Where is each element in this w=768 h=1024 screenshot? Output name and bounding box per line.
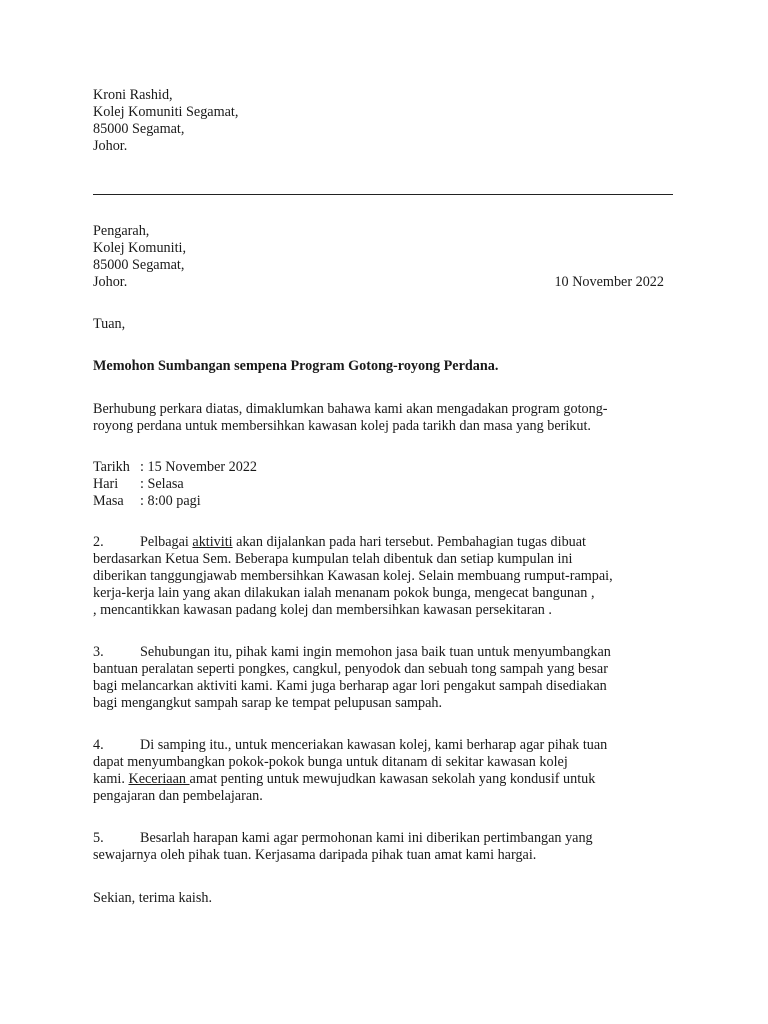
schedule-row-masa: [93, 493, 257, 510]
paragraph-text: Sehubungan itu, pihak kami ingin memohon jasa baik tuan untuk menyumbangkan: [140, 644, 611, 660]
closing-remark: Sekian, terima kaish.: [93, 890, 212, 906]
letter-date: 10 November 2022: [554, 274, 664, 290]
tarikh-label: Tarikh: [93, 459, 130, 475]
underlined-word: aktiviti: [192, 534, 233, 550]
sender-state: Johor.: [93, 138, 128, 154]
paragraph-text: kami.: [93, 771, 129, 787]
paragraph-4: [93, 737, 607, 805]
paragraph-number: 4.: [93, 737, 104, 753]
paragraph-line: bagi melancarkan aktiviti kami. Kami juga berharap agar lori pengakut sampah disediakan: [93, 678, 607, 694]
hari-value: : Selasa: [140, 476, 184, 492]
paragraph-text: Besarlah harapan kami agar permohonan kami ini diberikan pertimbangan yang: [140, 830, 593, 846]
paragraph-line: diberikan tanggungjawab membersihkan Kawasan kolej. Selain membuang rumput-rampai,: [93, 568, 613, 584]
paragraph-2: [93, 534, 613, 619]
schedule-row-hari: [93, 476, 257, 493]
paragraph-text: akan dijalankan pada hari tersebut. Pembahagian tugas dibuat: [232, 534, 586, 550]
recipient-postcode-city: 85000 Segamat,: [93, 257, 185, 273]
paragraph-5: [93, 830, 593, 864]
schedule-row-tarikh: [93, 459, 257, 476]
paragraph-line: [93, 534, 613, 551]
paragraph-line: bagi mengangkut sampah sarap ke tempat pelupusan sampah.: [93, 695, 443, 711]
schedule-details: [93, 459, 257, 510]
paragraph-number: 5.: [93, 830, 104, 846]
paragraph-line: [93, 737, 607, 754]
sender-postcode-city: 85000 Segamat,: [93, 121, 185, 137]
divider-line: [93, 194, 673, 195]
paragraph-line: [93, 771, 607, 788]
paragraph-text: Di samping itu., untuk menceriakan kawasan kolej, kami berharap agar pihak tuan: [140, 737, 608, 753]
paragraph-line: , mencantikkan kawasan padang kolej dan membersihkan kawasan persekitaran .: [93, 602, 552, 618]
intro-paragraph: [93, 401, 608, 435]
paragraph-text: amat penting untuk mewujudkan kawasan sekolah yang kondusif untuk: [189, 771, 596, 787]
paragraph-line: [93, 644, 611, 661]
intro-line: royong perdana untuk membersihkan kawasan kolej pada tarikh dan masa yang berikut.: [93, 418, 591, 434]
paragraph-line: sewajarnya oleh pihak tuan. Kerjasama daripada pihak tuan amat kami hargai.: [93, 847, 537, 863]
sender-name: Kroni Rashid,: [93, 87, 173, 103]
paragraph-line: bantuan peralatan seperti pongkes, cangkul, penyodok dan sebuah tong sampah yang besar: [93, 661, 608, 677]
recipient-address: [93, 223, 186, 291]
paragraph-line: berdasarkan Ketua Sem. Beberapa kumpulan telah dibentuk dan setiap kumpulan ini: [93, 551, 573, 567]
tarikh-value: : 15 November 2022: [140, 459, 258, 475]
paragraph-3: [93, 644, 611, 712]
recipient-org: Kolej Komuniti,: [93, 240, 187, 256]
paragraph-text: Pelbagai: [140, 534, 193, 550]
masa-label: Masa: [93, 493, 124, 509]
hari-label: Hari: [93, 476, 119, 492]
paragraph-number: 2.: [93, 534, 104, 550]
subject-line: Memohon Sumbangan sempena Program Gotong-royong Perdana.: [93, 358, 499, 374]
paragraph-line: dapat menyumbangkan pokok-pokok bunga untuk ditanam di sekitar kawasan kolej: [93, 754, 568, 770]
underlined-word: Keceriaan: [128, 771, 190, 787]
sender-address: [93, 87, 238, 155]
paragraph-line: [93, 830, 593, 847]
recipient-state: Johor.: [93, 274, 128, 290]
recipient-title: Pengarah,: [93, 223, 150, 239]
intro-line: Berhubung perkara diatas, dimaklumkan bahawa kami akan mengadakan program gotong-: [93, 401, 608, 417]
sender-org: Kolej Komuniti Segamat,: [93, 104, 239, 120]
paragraph-number: 3.: [93, 644, 104, 660]
paragraph-line: kerja-kerja lain yang akan dilakukan ialah menanam pokok bunga, mengecat bangunan ,: [93, 585, 595, 601]
salutation: Tuan,: [93, 316, 126, 332]
masa-value: : 8:00 pagi: [140, 493, 201, 509]
paragraph-line: pengajaran dan pembelajaran.: [93, 788, 263, 804]
